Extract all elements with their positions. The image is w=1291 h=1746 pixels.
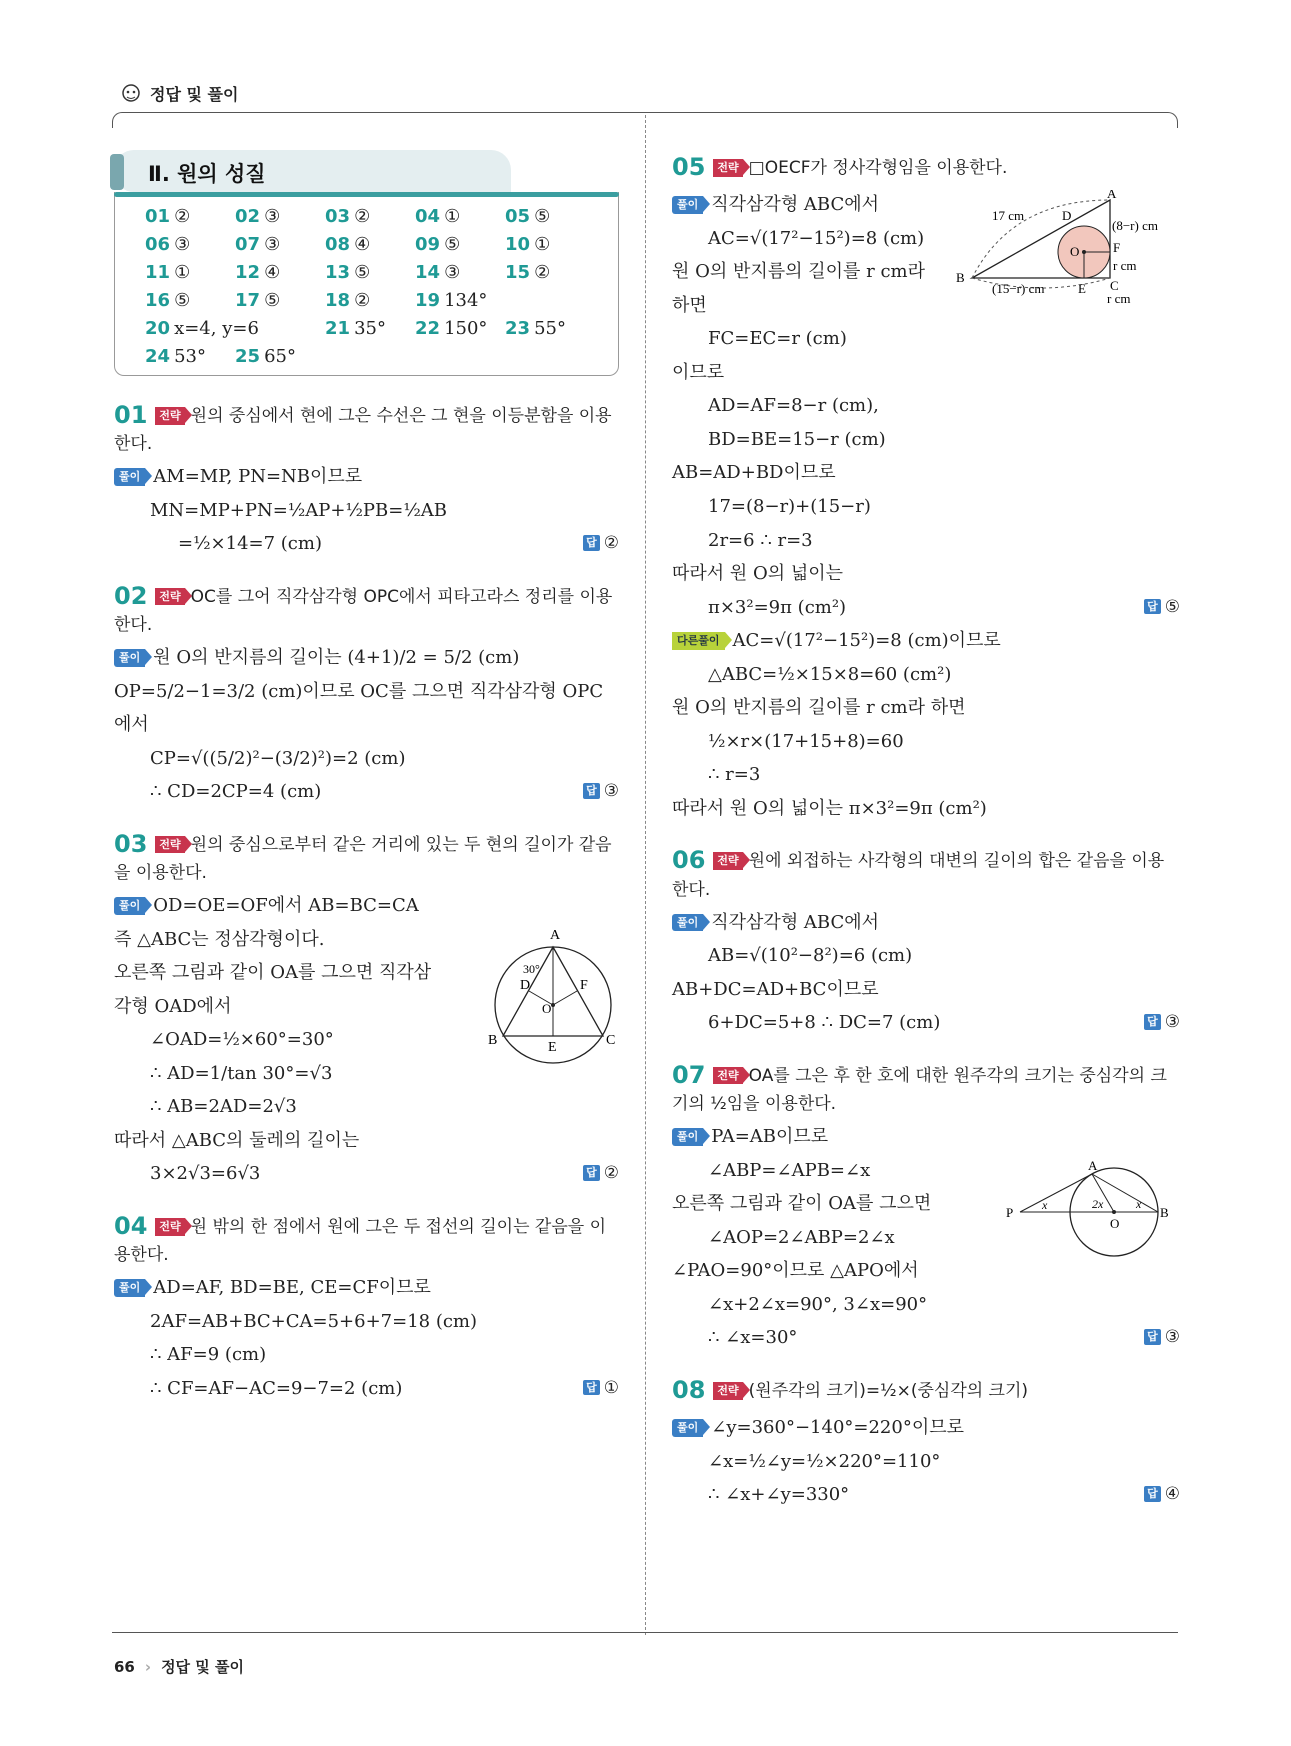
answer-value: ① bbox=[444, 206, 461, 227]
answer-number: 21 bbox=[325, 318, 351, 339]
answer-number: 03 bbox=[325, 206, 351, 227]
solution-tag: 풀이 bbox=[114, 897, 145, 915]
answer-item bbox=[505, 234, 595, 255]
answer-item bbox=[415, 262, 505, 283]
answer-item bbox=[235, 262, 325, 283]
solution-line: ∴ ∠x=30° bbox=[708, 1327, 798, 1349]
answer-tag: 답 bbox=[1144, 599, 1161, 615]
answer-tag: 답 bbox=[583, 1380, 600, 1396]
answer-value: 55° bbox=[534, 318, 566, 339]
solution-line: ∠OAD=½×60°=30° bbox=[150, 1029, 334, 1051]
answer-mark bbox=[1144, 1482, 1180, 1506]
answer-value: ⑤ bbox=[174, 290, 191, 311]
answer-value: ④ bbox=[354, 234, 371, 255]
problem-08 bbox=[672, 1373, 1180, 1508]
answer-value: 134° bbox=[444, 290, 488, 311]
label-c: C bbox=[1110, 278, 1119, 293]
solution-line: AC=√(17²−15²)=8 (cm) bbox=[708, 227, 925, 249]
label-b: B bbox=[488, 1032, 498, 1048]
right-triangle-figure bbox=[952, 190, 1182, 305]
answer-item bbox=[235, 234, 325, 255]
answer-number: 06 bbox=[145, 234, 171, 255]
answer-value: x=4, y=6 bbox=[174, 318, 259, 339]
answer-number: 08 bbox=[325, 234, 351, 255]
solution-line: 에서 bbox=[114, 714, 149, 736]
problem-number: 06 bbox=[672, 846, 706, 875]
answer-value: 150° bbox=[444, 318, 488, 339]
answer-item bbox=[505, 318, 595, 339]
label-e: E bbox=[1078, 281, 1086, 296]
answer-item bbox=[145, 234, 235, 255]
label-f: F bbox=[1113, 240, 1121, 255]
answer-value: ③ bbox=[264, 206, 281, 227]
problem-number: 01 bbox=[114, 401, 148, 429]
answer-value: ② bbox=[354, 290, 371, 311]
answer-number: 01 bbox=[145, 206, 171, 227]
problem-01 bbox=[114, 398, 619, 557]
answer-tag: 답 bbox=[1144, 1486, 1161, 1502]
solution-line: 오른쪽 그림과 같이 OA를 그으면 직각삼 bbox=[114, 962, 432, 984]
answer-mark bbox=[583, 1161, 619, 1185]
answer-number: 07 bbox=[235, 234, 261, 255]
label-be: (15−r) cm bbox=[992, 281, 1045, 296]
solution-line: 17=(8−r)+(15−r) bbox=[708, 496, 871, 517]
strategy-tag: 전략 bbox=[713, 1382, 742, 1400]
solution-line: ∴ CF=AF−AC=9−7=2 (cm) bbox=[150, 1377, 403, 1399]
solution-line: 이므로 bbox=[672, 361, 725, 383]
label-p: P bbox=[1006, 1204, 1014, 1220]
left-column bbox=[114, 150, 619, 1401]
answer-value: ⑤ bbox=[1164, 596, 1180, 617]
answer-item bbox=[235, 346, 325, 367]
label-r1: r cm bbox=[1113, 258, 1137, 273]
bottom-rule bbox=[112, 1632, 1178, 1633]
answer-item bbox=[325, 206, 415, 227]
answer-value: 65° bbox=[264, 346, 296, 367]
problem-number: 07 bbox=[672, 1060, 706, 1089]
answer-item bbox=[415, 234, 505, 255]
strategy-text: OA를 그은 후 한 호에 대한 원주각의 크기는 중심각의 크기의 ½임을 이용한다. bbox=[672, 1065, 1167, 1114]
solution-line: ∴ AF=9 (cm) bbox=[150, 1344, 267, 1366]
answer-number: 11 bbox=[145, 262, 171, 283]
solution-tag: 풀이 bbox=[114, 649, 145, 667]
answer-value: ④ bbox=[264, 262, 281, 283]
answer-value: ③ bbox=[1164, 1012, 1180, 1033]
footer-label: 정답 및 풀이 bbox=[161, 1658, 244, 1676]
solution-line: 직각삼각형 ABC에서 bbox=[711, 911, 880, 933]
label-ab: 17 cm bbox=[992, 208, 1025, 223]
answer-mark bbox=[583, 531, 619, 555]
answer-mark bbox=[1144, 1325, 1180, 1349]
problem-03 bbox=[114, 827, 619, 1187]
answer-tag: 답 bbox=[1144, 1014, 1161, 1030]
solution-line: ∠y=360°−140°=220°이므로 bbox=[711, 1416, 964, 1438]
answer-tag: 답 bbox=[583, 783, 600, 799]
answer-value: ① bbox=[534, 234, 551, 255]
label-b: B bbox=[1160, 1204, 1169, 1220]
answer-value: 53° bbox=[174, 346, 206, 367]
answer-item bbox=[145, 262, 235, 283]
answer-item bbox=[325, 318, 415, 339]
answer-number: 24 bbox=[145, 346, 171, 367]
answer-key-bar bbox=[114, 192, 619, 197]
label-b: B bbox=[956, 270, 965, 285]
answer-value: ③ bbox=[174, 234, 191, 255]
answer-item bbox=[145, 318, 325, 339]
answer-grid bbox=[145, 206, 604, 367]
answer-value: ⑤ bbox=[264, 290, 281, 311]
page-header bbox=[118, 82, 238, 105]
tangent-circle-figure bbox=[1002, 1160, 1177, 1270]
page-footer bbox=[114, 1656, 244, 1677]
solution-line: =½×14=7 (cm) bbox=[178, 533, 322, 555]
answer-number: 22 bbox=[415, 318, 441, 339]
solution-line: MN=MP+PN=½AP+½PB=½AB bbox=[150, 499, 448, 521]
solution-line: 원 O의 반지름의 길이를 r cm라 bbox=[672, 261, 925, 283]
strategy-text: 원에 외접하는 사각형의 대변의 길이의 합은 같음을 이용한다. bbox=[672, 851, 1165, 900]
label-d: D bbox=[1062, 208, 1072, 223]
answer-value: ① bbox=[603, 1377, 619, 1398]
label-2x: 2x bbox=[1092, 1196, 1104, 1211]
solution-line: 따라서 △ABC의 둘레의 길이는 bbox=[114, 1129, 360, 1151]
strategy-tag: 전략 bbox=[713, 852, 742, 870]
solution-line: AB+DC=AD+BC이므로 bbox=[672, 978, 879, 1000]
solution-line: 원 O의 반지름의 길이를 r cm라 하면 bbox=[672, 697, 966, 719]
solution-line: 2AF=AB+BC+CA=5+6+7=18 (cm) bbox=[150, 1310, 478, 1332]
answer-item bbox=[235, 290, 325, 311]
label-a: A bbox=[550, 927, 561, 943]
label-o: O bbox=[1070, 244, 1080, 259]
solution-line: AB=AD+BD이므로 bbox=[672, 462, 836, 484]
solution-line: PA=AB이므로 bbox=[711, 1126, 829, 1148]
solution-line: 2r=6 ∴ r=3 bbox=[708, 529, 813, 551]
problem-06 bbox=[672, 843, 1180, 1035]
solution-line: FC=EC=r (cm) bbox=[708, 328, 847, 350]
answer-number: 10 bbox=[505, 234, 531, 255]
header-title: 정답 및 풀이 bbox=[150, 85, 239, 104]
triangle-circle-figure bbox=[478, 925, 628, 1065]
solution-line: ½×r×(17+15+8)=60 bbox=[708, 730, 904, 752]
strategy-tag: 전략 bbox=[155, 836, 184, 854]
strategy-text: 원의 중심으로부터 같은 거리에 있는 두 현의 길이가 같음을 이용한다. bbox=[114, 834, 612, 883]
answer-key bbox=[114, 150, 619, 376]
answer-key-box bbox=[114, 192, 619, 376]
solution-line: ∴ ∠x+∠y=330° bbox=[708, 1484, 850, 1506]
strategy-tag: 전략 bbox=[155, 1218, 184, 1236]
strategy-tag: 전략 bbox=[155, 407, 184, 425]
problem-number: 05 bbox=[672, 153, 706, 181]
solution-line: 원 O의 반지름의 길이는 (4+1)/2 = 5/2 (cm) bbox=[153, 647, 520, 669]
answer-number: 17 bbox=[235, 290, 261, 311]
label-d: D bbox=[520, 977, 531, 993]
chevron-right-icon: › bbox=[144, 1657, 152, 1676]
answer-item bbox=[145, 346, 235, 367]
answer-item bbox=[325, 290, 415, 311]
solution-line: 6+DC=5+8 ∴ DC=7 (cm) bbox=[708, 1012, 941, 1034]
problem-number: 02 bbox=[114, 581, 148, 610]
label-angle: 30° bbox=[523, 961, 540, 976]
answer-value: ⑤ bbox=[534, 206, 551, 227]
answer-number: 19 bbox=[415, 290, 441, 311]
solution-line: π×3²=9π (cm²) bbox=[708, 596, 847, 618]
answer-value: ④ bbox=[1164, 1484, 1180, 1505]
answer-item bbox=[415, 318, 505, 339]
mascot-icon bbox=[118, 83, 144, 105]
page-number: 66 bbox=[114, 1657, 135, 1676]
answer-number: 09 bbox=[415, 234, 441, 255]
answer-item bbox=[145, 290, 235, 311]
label-a: A bbox=[1088, 1159, 1098, 1173]
answer-value: ⑤ bbox=[444, 234, 461, 255]
answer-item bbox=[145, 206, 235, 227]
label-c: C bbox=[606, 1032, 616, 1048]
solution-line: ∠x=½∠y=½×220°=110° bbox=[708, 1450, 941, 1472]
label-o: O bbox=[1110, 1215, 1120, 1231]
solution-line: BD=BE=15−r (cm) bbox=[708, 428, 886, 450]
strategy-text: (원주각의 크기)=½×(중심각의 크기) bbox=[748, 1380, 1029, 1401]
answer-value: ① bbox=[174, 262, 191, 283]
solution-line: ∠PAO=90°이므로 △APO에서 bbox=[672, 1260, 919, 1282]
solution-line: AB=√(10²−8²)=6 (cm) bbox=[708, 945, 913, 967]
solution-tag: 풀이 bbox=[672, 196, 703, 214]
answer-value: ③ bbox=[444, 262, 461, 283]
answer-number: 04 bbox=[415, 206, 441, 227]
solution-line: ∴ CD=2CP=4 (cm) bbox=[150, 781, 322, 803]
answer-item bbox=[505, 206, 595, 227]
answer-number: 23 bbox=[505, 318, 531, 339]
answer-item bbox=[325, 234, 415, 255]
solution-tag: 풀이 bbox=[672, 914, 703, 932]
answer-number: 20 bbox=[145, 318, 171, 339]
answer-item bbox=[505, 262, 595, 283]
label-x: x bbox=[1136, 1196, 1142, 1211]
solution-line: OP=5/2−1=3/2 (cm)이므로 OC를 그으면 직각삼각형 OPC bbox=[114, 680, 604, 702]
strategy-tag: 전략 bbox=[713, 159, 742, 177]
answer-number: 05 bbox=[505, 206, 531, 227]
answer-value: ⑤ bbox=[354, 262, 371, 283]
solution-line: ∴ AD=1/tan 30°=√3 bbox=[150, 1062, 333, 1084]
solution-line: △ABC=½×15×8=60 (cm²) bbox=[708, 663, 952, 685]
problem-04 bbox=[114, 1209, 619, 1401]
alt-solution-tag: 다른풀이 bbox=[672, 632, 725, 650]
answer-value: ③ bbox=[264, 234, 281, 255]
answer-number: 18 bbox=[325, 290, 351, 311]
answer-tag: 답 bbox=[1144, 1329, 1161, 1345]
answer-mark bbox=[1144, 1010, 1180, 1034]
answer-value: ② bbox=[603, 533, 619, 554]
answer-item bbox=[415, 206, 505, 227]
solution-line: ∠AOP=2∠ABP=2∠x bbox=[708, 1226, 895, 1248]
problem-02 bbox=[114, 579, 619, 805]
solution-line: 따라서 원 O의 넓이는 bbox=[672, 563, 844, 585]
label-f: F bbox=[580, 977, 588, 993]
solution-tag: 풀이 bbox=[114, 1279, 145, 1297]
answer-key-title: Ⅱ. 원의 성질 bbox=[114, 150, 511, 192]
problem-number: 08 bbox=[672, 1375, 706, 1404]
answer-number: 14 bbox=[415, 262, 441, 283]
answer-tag: 답 bbox=[583, 1165, 600, 1181]
answer-value: ② bbox=[354, 206, 371, 227]
solution-line: 따라서 원 O의 넓이는 π×3²=9π (cm²) bbox=[672, 797, 987, 819]
solution-tag: 풀이 bbox=[114, 468, 145, 486]
solution-line: CP=√((5/2)²−(3/2)²)=2 (cm) bbox=[150, 747, 406, 769]
strategy-text: □OECF가 정사각형임을 이용한다. bbox=[748, 158, 1008, 178]
label-af: (8−r) cm bbox=[1112, 218, 1158, 233]
solution-line: 각형 OAD에서 bbox=[114, 995, 232, 1017]
label-x: x bbox=[1042, 1197, 1048, 1212]
answer-mark bbox=[583, 1376, 619, 1400]
solution-line: 하면 bbox=[672, 294, 707, 316]
answer-value: ③ bbox=[603, 781, 619, 802]
answer-value: ③ bbox=[1164, 1327, 1180, 1348]
solution-line: ∴ AB=2AD=2√3 bbox=[150, 1096, 297, 1118]
solution-line: ∴ r=3 bbox=[708, 764, 761, 786]
solution-line: AD=AF, BD=BE, CE=CF이므로 bbox=[153, 1277, 431, 1299]
solution-line: ∠ABP=∠APB=∠x bbox=[708, 1159, 871, 1181]
answer-value: ② bbox=[603, 1163, 619, 1184]
problem-number: 03 bbox=[114, 829, 148, 858]
solution-line: 오른쪽 그림과 같이 OA를 그으면 bbox=[672, 1193, 932, 1215]
answer-number: 13 bbox=[325, 262, 351, 283]
solution-line: 직각삼각형 ABC에서 bbox=[711, 194, 880, 216]
solution-tag: 풀이 bbox=[672, 1128, 703, 1146]
strategy-tag: 전략 bbox=[155, 588, 184, 606]
solution-line: 즉 △ABC는 정삼각형이다. bbox=[114, 928, 325, 950]
strategy-tag: 전략 bbox=[713, 1067, 742, 1085]
answer-tag: 답 bbox=[583, 535, 600, 551]
answer-number: 25 bbox=[235, 346, 261, 367]
answer-mark bbox=[583, 779, 619, 803]
problem-05 bbox=[672, 150, 1180, 821]
answer-item bbox=[235, 206, 325, 227]
problem-07 bbox=[672, 1058, 1180, 1351]
solution-line: ∠x+2∠x=90°, 3∠x=90° bbox=[708, 1293, 928, 1315]
answer-item bbox=[325, 262, 415, 283]
solution-line: AM=MP, PN=NB이므로 bbox=[153, 466, 363, 488]
answer-value: 35° bbox=[354, 318, 386, 339]
solution-line: AD=AF=8−r (cm), bbox=[708, 395, 879, 417]
strategy-text: 원의 중심에서 현에 그은 수선은 그 현을 이등분함을 이용한다. bbox=[114, 406, 612, 455]
label-e: E bbox=[548, 1039, 557, 1055]
column-divider bbox=[645, 115, 646, 1635]
strategy-text: 원 밖의 한 점에서 원에 그은 두 접선의 길이는 같음을 이용한다. bbox=[114, 1216, 606, 1265]
solution-line: AC=√(17²−15²)=8 (cm)이므로 bbox=[732, 630, 1001, 652]
solution-tag: 풀이 bbox=[672, 1419, 703, 1437]
answer-mark bbox=[1144, 595, 1180, 619]
problem-number: 04 bbox=[114, 1211, 148, 1240]
solution-line: OD=OE=OF에서 AB=BC=CA bbox=[153, 894, 419, 916]
answer-value: ② bbox=[174, 206, 191, 227]
right-column bbox=[672, 150, 1180, 1508]
strategy-text: OC를 그어 직각삼각형 OPC에서 피타고라스 정리를 이용한다. bbox=[114, 586, 613, 635]
label-a: A bbox=[1107, 190, 1117, 201]
answer-number: 02 bbox=[235, 206, 261, 227]
answer-item bbox=[415, 290, 505, 311]
answer-number: 16 bbox=[145, 290, 171, 311]
label-o: O bbox=[542, 1000, 552, 1016]
answer-value: ② bbox=[534, 262, 551, 283]
solution-line: 3×2√3=6√3 bbox=[150, 1163, 261, 1185]
answer-number: 12 bbox=[235, 262, 261, 283]
answer-number: 15 bbox=[505, 262, 531, 283]
label-r2: r cm bbox=[1107, 291, 1131, 305]
